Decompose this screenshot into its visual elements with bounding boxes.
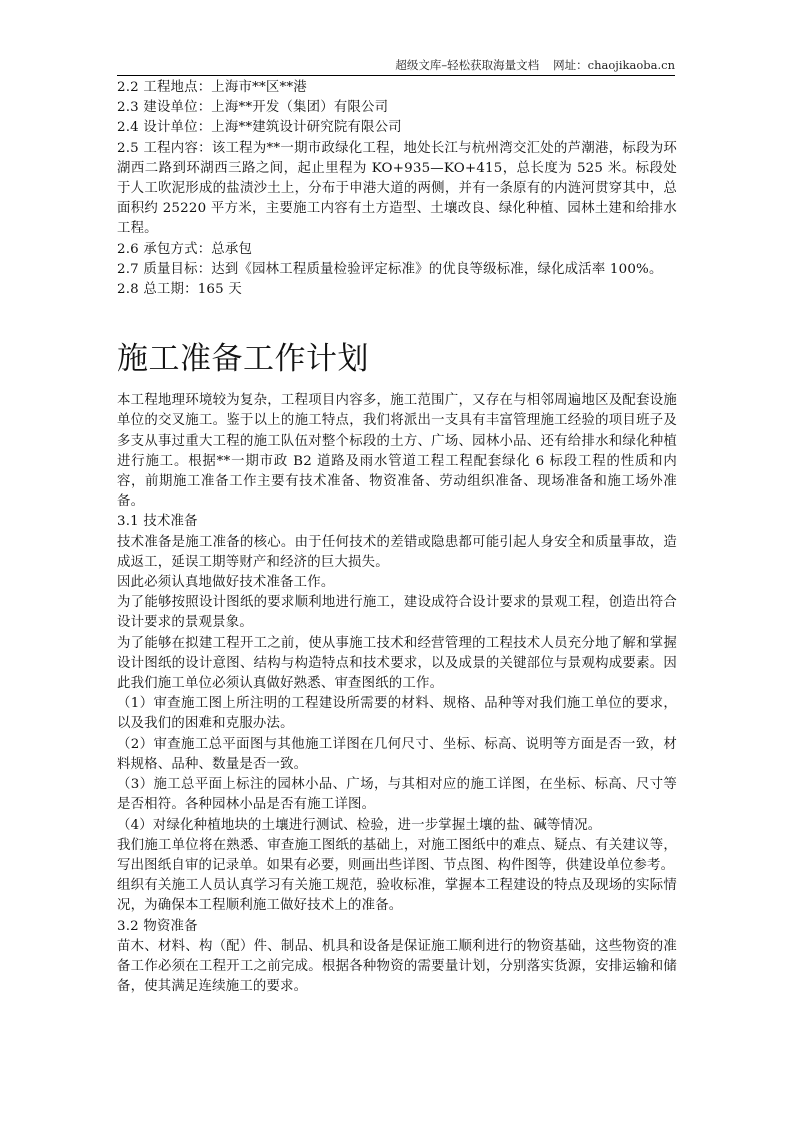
page-header <box>117 58 675 76</box>
site-name: 超级文库–轻松获取海量文档 <box>395 58 540 72</box>
site-url: 网址：chaojikaoba.cn <box>553 58 675 72</box>
overview-item-contract: 2.6 承包方式：总承包 <box>117 241 253 257</box>
paragraph: 我们施工单位将在熟悉、审查施工图纸的基础上，对施工图纸中的难点、疑点、有关建议等，写出图纸自审的记录单。如果有必要，则画出些详图、节点图、构件图等，供建设单位参考。 <box>117 837 677 873</box>
list-item: （3）施工总平面上标注的园林小品、广场，与其相对应的施工详图，在坐标、标高、尺寸等是否相符。各种园林小品是否有施工详图。 <box>117 777 677 813</box>
paragraph: 组织有关施工人员认真学习有关施工规范，验收标准，掌握本工程建设的特点及现场的实际情况，为确保本工程顺利施工做好技术上的准备。 <box>117 878 677 914</box>
section-title: 施工准备工作计划 <box>117 341 369 378</box>
document-body <box>117 78 677 997</box>
overview-item-duration: 2.8 总工期：165 天 <box>117 282 242 298</box>
list-item: （1）审查施工图上所注明的工程建设所需要的材料、规格、品种等对我们施工单位的要求，以及我们的困难和克服办法。 <box>117 696 677 732</box>
paragraph: 技术准备是施工准备的核心。由于任何技术的差错或隐患都可能引起人身安全和质量事故，造成返工，延误工期等财产和经济的巨大损失。 <box>117 534 677 570</box>
paragraph: 为了能够按照设计图纸的要求顺利地进行施工，建设成符合设计要求的景观工程，创造出符合设计要求的景观景象。 <box>117 595 677 631</box>
list-item: （4）对绿化种植地块的土壤进行测试、检验，进一步掌握土壤的盐、碱等情况。 <box>117 817 602 833</box>
project-overview <box>117 78 677 300</box>
paragraph: 苗木、材料、构（配）件、制品、机具和设备是保证施工顺利进行的物资基础，这些物资的准备工作必须在工程开工之前完成。根据各种物资的需要量计划，分别落实货源，安排运输和储备，使其满足连续施工的要求。 <box>117 938 677 995</box>
technical-preparation <box>117 512 677 916</box>
overview-item-location: 2.2 工程地点：上海市**区**港 <box>117 80 307 95</box>
subsection-title: 3.1 技术准备 <box>117 514 198 530</box>
overview-item-designer: 2.4 设计单位：上海**建筑设计研究院有限公司 <box>117 120 402 136</box>
paragraph: 因此必须认真地做好技术准备工作。 <box>117 575 335 591</box>
list-item: （2）审查施工总平面图与其他施工详图在几何尺寸、坐标、标高、说明等方面是否一致，材料规格、品种、数量是否一致。 <box>117 736 677 772</box>
section-intro: 本工程地理环境较为复杂，工程项目内容多，施工范围广，又存在与相邻周遍地区及配套设施单位的交叉施工。鉴于以上的施工特点，我们将派出一支具有丰富管理施工经验的项目班子及多支从事过重大工程的施工队伍对整个标段的土方、广场、园林小品、还有给排水和绿化种植进行施工。根据**一期市政 B2 道路及雨水管道工程工程配套绿化 6 标段工程的性质和内容，前期施工准备工作主要有技术准备、物资准备、劳动组织准备、现场准备和施工场外准备。 <box>117 393 677 510</box>
overview-item-quality: 2.7 质量目标：达到《园林工程质量检验评定标准》的优良等级标准，绿化成活率 100%。 <box>117 261 663 277</box>
subsection-title: 3.2 物资准备 <box>117 918 198 934</box>
overview-item-scope: 2.5 工程内容：该工程为**一期市政绿化工程，地处长江与杭州湾交汇处的芦潮港，标段为环湖西二路到环湖西三路之间，起止里程为 KO+935—KO+415，总长度为 525 米。标段处于人工吹泥形成的盐渍沙土上，分布于申港大道的两侧，并有一条原有的内涟河贯穿其中，总面积约 25220 平方米，主要施工内容有土方造型、土壤改良、绿化种植、园林土建和给排水工程。 <box>117 140 677 237</box>
paragraph: 为了能够在拟建工程开工之前，使从事施工技术和经营管理的工程技术人员充分地了解和掌握设计图纸的设计意图、结构与构造特点和技术要求，以及成景的关键部位与景观构成要素。因此我们施工单位必须认真做好熟悉、审查图纸的工作。 <box>117 635 677 692</box>
material-preparation <box>117 917 677 998</box>
overview-item-client: 2.3 建设单位：上海**开发（集团）有限公司 <box>117 100 389 116</box>
